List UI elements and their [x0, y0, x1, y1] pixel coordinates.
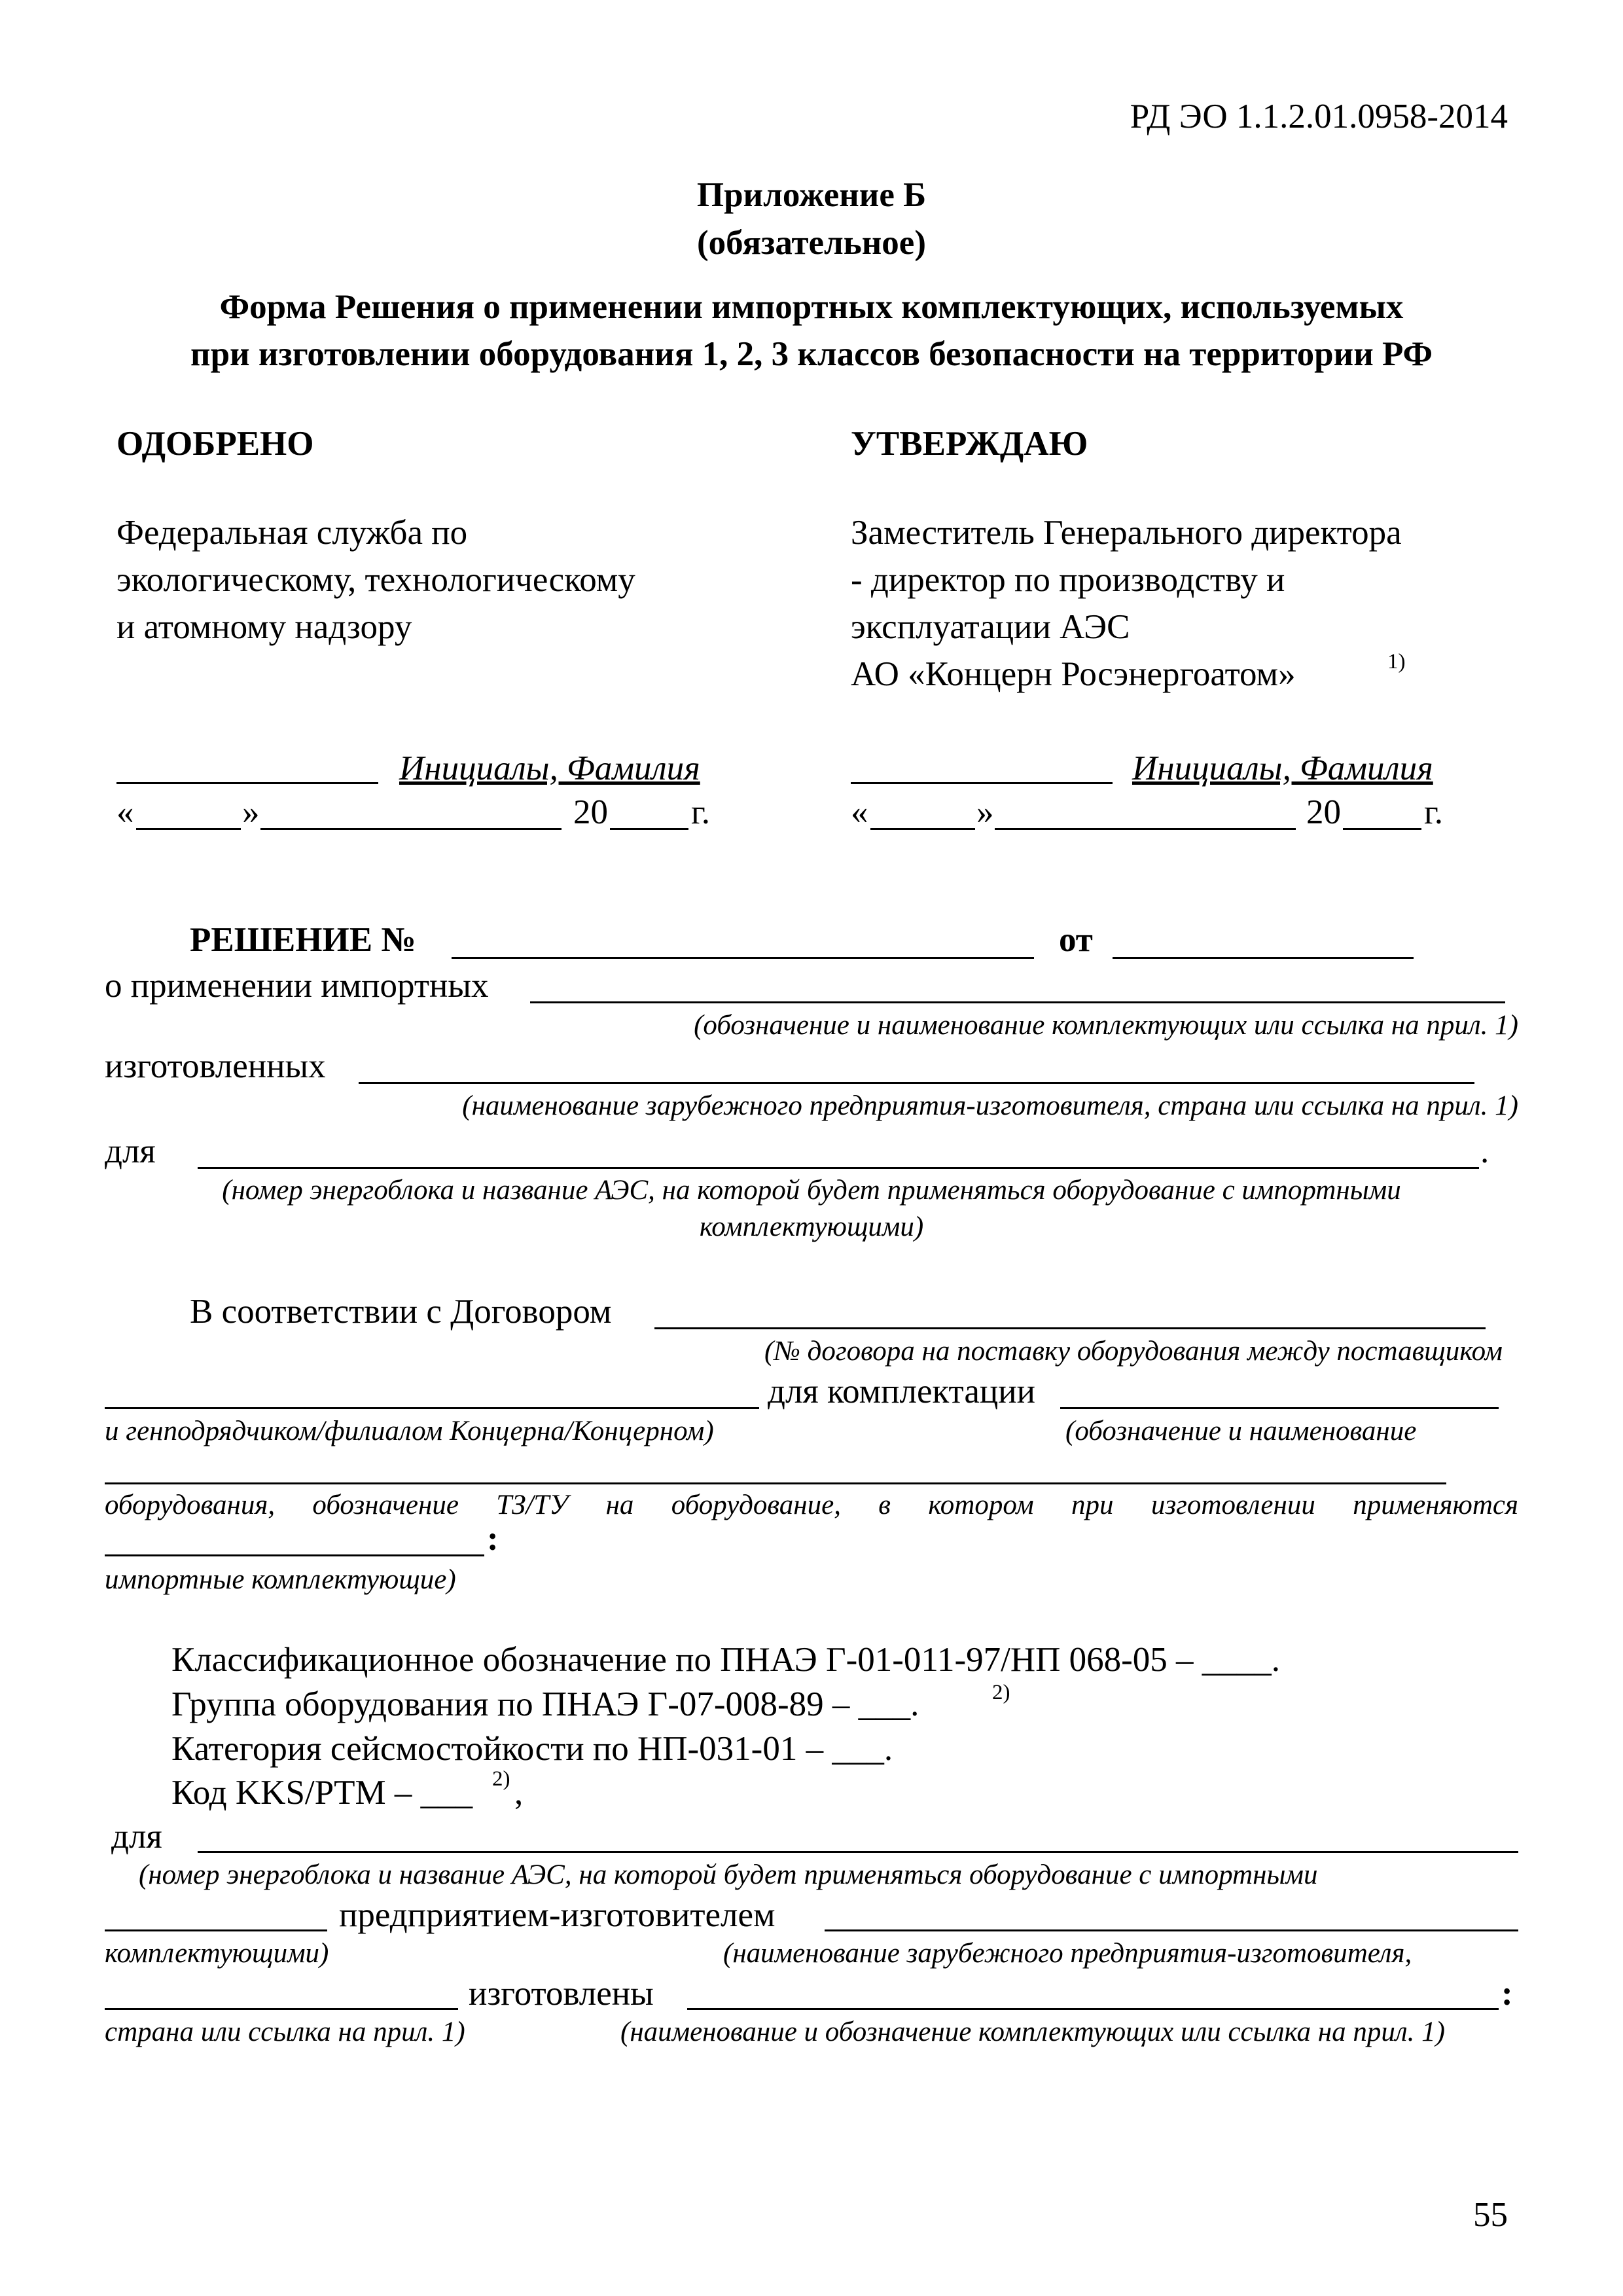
- enterprise-hint-left: комплектующими): [105, 1938, 329, 1969]
- made-components-blank[interactable]: [687, 2008, 1499, 2010]
- approve-position-line: - директор по производству и: [851, 561, 1285, 599]
- approved-org-line: экологическому, технологическому: [116, 561, 635, 599]
- contract-colon: :: [487, 1520, 499, 1558]
- made-label: изготовленных: [105, 1047, 326, 1085]
- for-hint-line2: комплектующими): [699, 1211, 924, 1242]
- components-blank[interactable]: [105, 1554, 484, 1556]
- made-blank[interactable]: [359, 1082, 1474, 1084]
- equipment-group-ref: 2): [992, 1681, 1010, 1704]
- approved-org-line: и атомному надзору: [116, 608, 412, 646]
- approve-signature-label: Инициалы, Фамилия: [1132, 749, 1433, 787]
- classification-line: Классификационное обозначение по ПНАЭ Г-01-011-97/НП 068-05 – ____.: [171, 1641, 1281, 1679]
- decision-date-blank[interactable]: [1113, 957, 1414, 959]
- approve-footnote-ref: 1): [1387, 650, 1406, 673]
- equipment-blank[interactable]: [105, 1482, 1446, 1484]
- contract-blank[interactable]: [654, 1327, 1486, 1329]
- about-label: о применении импортных: [105, 967, 489, 1005]
- approved-org-line: Федеральная служба по: [116, 514, 468, 552]
- approved-quote-close: »: [242, 793, 260, 831]
- kks-code-ref: 2): [492, 1767, 510, 1791]
- country-blank[interactable]: [105, 2008, 458, 2010]
- approve-heading: УТВЕРЖДАЮ: [851, 425, 1088, 463]
- contract-hint2-right: (обозначение и наименование: [1065, 1416, 1417, 1446]
- approved-signature-line[interactable]: [116, 782, 378, 784]
- made-hint: (наименование зарубежного предприятия-изготовителя, страна или ссылка на прил. 1): [462, 1090, 1518, 1121]
- unit-for-label: для: [111, 1818, 162, 1856]
- contract-hint4: импортные комплектующие): [105, 1564, 456, 1595]
- kks-code-end: ,: [514, 1774, 524, 1812]
- decision-from-label: от: [1059, 921, 1093, 959]
- approve-month-blank[interactable]: [995, 828, 1296, 830]
- unit-for-hint: (номер энергоблока и название АЭС, на которой будет применяться оборудование с импортными: [139, 1859, 1318, 1890]
- country-hint: страна или ссылка на прил. 1): [105, 2017, 465, 2047]
- contract-hint3: оборудования, обозначение ТЗ/ТУ на оборудование, в котором при изготовлении применяются: [105, 1490, 1518, 1520]
- made-components-colon: :: [1501, 1975, 1513, 2013]
- approved-year-prefix: 20: [573, 793, 608, 831]
- approved-quote-open: «: [116, 793, 134, 831]
- made-components-label: изготовлены: [469, 1975, 654, 2013]
- contract-number-blank[interactable]: [105, 1407, 759, 1409]
- approve-year-suffix: г.: [1424, 793, 1444, 831]
- about-hint: (обозначение и наименование комплектующих или ссылка на прил. 1): [694, 1010, 1518, 1041]
- approved-month-blank[interactable]: [260, 828, 562, 830]
- document-code: РД ЭО 1.1.2.01.0958-2014: [1130, 98, 1508, 135]
- kks-code-line: Код KKS/PTM – ___: [171, 1774, 473, 1812]
- approve-quote-close: »: [976, 793, 994, 831]
- approved-signature-label: Инициалы, Фамилия: [399, 749, 700, 787]
- components-prefix-blank[interactable]: [105, 1929, 327, 1931]
- approved-heading: ОДОБРЕНО: [116, 425, 314, 463]
- approve-position-line: Заместитель Генерального директора: [851, 514, 1402, 552]
- completion-label: для комплектации: [768, 1372, 1035, 1410]
- appendix-title: Приложение Б: [696, 176, 927, 214]
- for-blank[interactable]: [198, 1167, 1479, 1169]
- contract-hint1: (№ договора на поставку оборудования между поставщиком: [764, 1336, 1503, 1367]
- enterprise-hint-right: (наименование зарубежного предприятия-изготовителя,: [723, 1938, 1412, 1969]
- enterprise-label: предприятием-изготовителем: [339, 1896, 776, 1934]
- for-label: для: [105, 1132, 156, 1170]
- form-title-line1: Форма Решения о применении импортных комплектующих, используемых: [219, 288, 1404, 326]
- enterprise-blank[interactable]: [825, 1929, 1518, 1931]
- about-blank[interactable]: [530, 1001, 1505, 1003]
- approved-year-suffix: г.: [691, 793, 711, 831]
- form-title-line2: при изготовлении оборудования 1, 2, 3 классов безопасности на территории РФ: [190, 335, 1433, 373]
- decision-title: РЕШЕНИЕ №: [190, 921, 416, 959]
- page-number: 55: [1473, 2196, 1508, 2234]
- approve-year-blank[interactable]: [1343, 828, 1421, 830]
- equipment-group-line: Группа оборудования по ПНАЭ Г-07-008-89 – ___.: [171, 1685, 919, 1723]
- approve-day-blank[interactable]: [870, 828, 975, 830]
- contract-label: В соответствии с Договором: [190, 1293, 612, 1331]
- approve-year-prefix: 20: [1306, 793, 1341, 831]
- approve-signature-line[interactable]: [851, 782, 1113, 784]
- approve-quote-open: «: [851, 793, 868, 831]
- approve-position-line: АО «Концерн Росэнергоатом»: [851, 655, 1296, 693]
- made-components-hint: (наименование и обозначение комплектующих или ссылка на прил. 1): [620, 2017, 1445, 2047]
- contract-hint2-left: и генподрядчиком/филиалом Концерна/Концерном): [105, 1416, 714, 1446]
- approve-position-line: эксплуатации АЭС: [851, 608, 1130, 646]
- approved-day-blank[interactable]: [136, 828, 241, 830]
- seismic-category-line: Категория сейсмостойкости по НП-031-01 – ___.: [171, 1730, 893, 1768]
- unit-for-blank[interactable]: [198, 1851, 1518, 1853]
- for-end-dot: .: [1480, 1132, 1489, 1170]
- completion-blank[interactable]: [1060, 1407, 1499, 1409]
- decision-number-blank[interactable]: [452, 957, 1034, 959]
- approved-year-blank[interactable]: [610, 828, 688, 830]
- appendix-status: (обязательное): [697, 224, 926, 262]
- for-hint-line1: (номер энергоблока и название АЭС, на которой будет применяться оборудование с импортными: [222, 1175, 1401, 1206]
